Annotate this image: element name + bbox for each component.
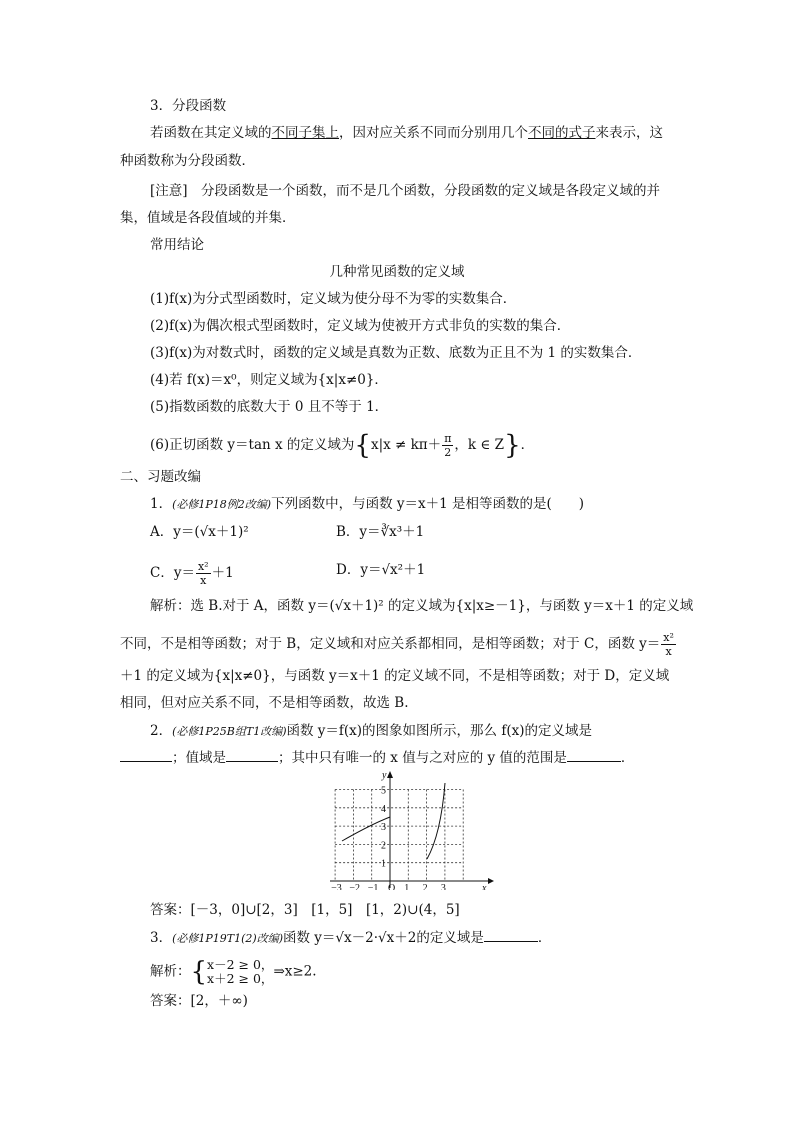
underlined-term-subsets: 不同子集上 bbox=[271, 125, 339, 141]
answer-blank-domain[interactable] bbox=[120, 749, 172, 762]
function-graph bbox=[328, 770, 494, 890]
open-brace: { bbox=[354, 430, 371, 461]
y-axis-label: y bbox=[382, 770, 387, 781]
option-c-fraction: $\frac{\text{x²}}{x}$ bbox=[197, 560, 209, 587]
explanation-fraction: $\frac{\text{x²}}{x}$ bbox=[663, 631, 674, 658]
section-heading: 3．分段函数 bbox=[150, 98, 227, 114]
explanation-line3: ＋1 的定义域为{x|x≠0}，与函数 y＝x＋1 的定义域不同，不是相等函数；对于 D，定义域 bbox=[120, 668, 670, 684]
option-d: D．y＝√x²＋1 bbox=[336, 562, 426, 578]
source-tag: (必修1P18例2改编) bbox=[172, 498, 272, 511]
question-2-answer: 答案：[－3，0]∪[2，3] [1，5] [1，2)∪(4，5] bbox=[150, 902, 460, 918]
conclusion-item-3: (3)f(x)为对数式时，函数的定义域是真数为正数、底数为正且不为 1 的实数集合． bbox=[150, 345, 642, 361]
question-3-stem: 3．(必修1P19T1(2)改编)函数 y＝√x－2·√x＋2的定义域是 ． bbox=[150, 930, 552, 946]
option-a: A．y＝(√x＋1)² bbox=[150, 524, 249, 540]
inequality-system: x－2 ≥ 0， x＋2 ≥ 0， bbox=[207, 957, 274, 986]
explanation-line1: 解析：选 B.对于 A，函数 y＝(√x＋1)² 的定义域为{x|x≥－1}，与函数 y＝x＋1 的定义域 bbox=[150, 598, 694, 614]
x-tick-label: −1 bbox=[367, 883, 379, 890]
option-c: C．y＝ $\frac{\text{x²}}{x}$ ＋1 bbox=[150, 560, 234, 587]
y-tick-label: 2 bbox=[381, 840, 386, 852]
question-1-stem: 1．(必修1P18例2改编)下列函数中，与函数 y＝x＋1 是相等函数的是( ) bbox=[150, 496, 585, 512]
exercises-heading: 二、习题改编 bbox=[120, 469, 201, 485]
y-tick-label: 3 bbox=[381, 822, 386, 834]
definition-line2: 种函数称为分段函数． bbox=[120, 153, 255, 169]
system-brace: { bbox=[190, 957, 208, 987]
y-axis-arrow bbox=[387, 771, 393, 778]
question-3-explanation: 解析：{ x－2 ≥ 0， x＋2 ≥ 0， ⇒x≥2. bbox=[150, 957, 317, 987]
definition-line1: 若函数在其定义域的不同子集上，因对应关系不同而分别用几个不同的式子来表示，这 bbox=[150, 125, 663, 141]
question-2-blanks: ；值域是 ；其中只有唯一的 x 值与之对应的 y 值的范围是 ． bbox=[120, 749, 634, 767]
x-tick-label: −2 bbox=[349, 883, 361, 890]
x-tick-label: 1 bbox=[404, 883, 410, 890]
question-3-answer: 答案：[2，＋∞) bbox=[150, 993, 248, 1009]
conclusions-heading: 常用结论 bbox=[150, 237, 204, 253]
answer-blank-unique[interactable] bbox=[567, 749, 621, 762]
note-line1: [注意] 分段函数是一个函数，而不是几个函数，分段函数的定义域是各段定义域的并 bbox=[150, 183, 661, 199]
y-tick-label: 4 bbox=[381, 803, 386, 815]
x-axis-arrow bbox=[488, 878, 494, 884]
answer-blank-q3[interactable] bbox=[484, 929, 538, 942]
x-tick-label: −3 bbox=[331, 883, 342, 890]
graph-tick-labels bbox=[331, 770, 487, 890]
conclusions-subtitle: 几种常见函数的定义域 bbox=[329, 264, 465, 280]
conclusion-item-5: (5)指数函数的底数大于 0 且不等于 1． bbox=[150, 399, 389, 415]
curve-right-segment bbox=[427, 783, 445, 859]
conclusion-item-6: (6)正切函数 y＝tan x 的定义域为{x|x ≠ kπ＋ $\frac{\pi}{2}$ ，k ∈ Z}． bbox=[150, 430, 535, 461]
x-tick-label: 2 bbox=[422, 883, 428, 890]
conclusion-item-2: (2)f(x)为偶次根式型函数时，定义域为使被开方式非负的实数的集合． bbox=[150, 318, 571, 334]
source-tag: (必修1P25B组T1改编) bbox=[172, 725, 287, 738]
source-tag: (必修1P19T1(2)改编) bbox=[172, 932, 283, 945]
x-tick-label: 3 bbox=[440, 883, 446, 890]
answer-blank-range[interactable] bbox=[226, 749, 278, 762]
pi-over-two-fraction: $\frac{\pi}{2}$ bbox=[444, 432, 452, 459]
conclusion-item-4: (4)若 f(x)＝x⁰，则定义域为{x|x≠0}． bbox=[150, 372, 388, 388]
question-2-stem: 2．(必修1P25B组T1改编)函数 y＝f(x)的图象如图所示，那么 f(x)的定义域是 bbox=[150, 723, 592, 739]
graph-gridlines bbox=[335, 790, 463, 882]
conclusion-item-1: (1)f(x)为分式型函数时，定义域为使分母不为零的实数集合． bbox=[150, 291, 517, 307]
x-tick-label: O bbox=[388, 883, 396, 890]
underlined-term-expressions: 不同的式子 bbox=[528, 125, 596, 141]
x-axis-label: x bbox=[482, 883, 487, 890]
close-brace: } bbox=[504, 430, 521, 461]
option-b: B．y＝∛x³＋1 bbox=[336, 524, 425, 540]
explanation-line2: 不同，不是相等函数；对于 B，定义域和对应关系都相同，是相等函数；对于 C，函数 y＝ $\frac{\text{x²}}{x}$ bbox=[120, 631, 674, 658]
note-line2: 集，值域是各段值域的并集． bbox=[120, 210, 296, 226]
y-tick-label: 5 bbox=[381, 785, 386, 797]
explanation-line4: 相同，但对应关系不同，不是相等函数，故选 B. bbox=[120, 695, 409, 711]
y-tick-label: 1 bbox=[381, 858, 386, 870]
